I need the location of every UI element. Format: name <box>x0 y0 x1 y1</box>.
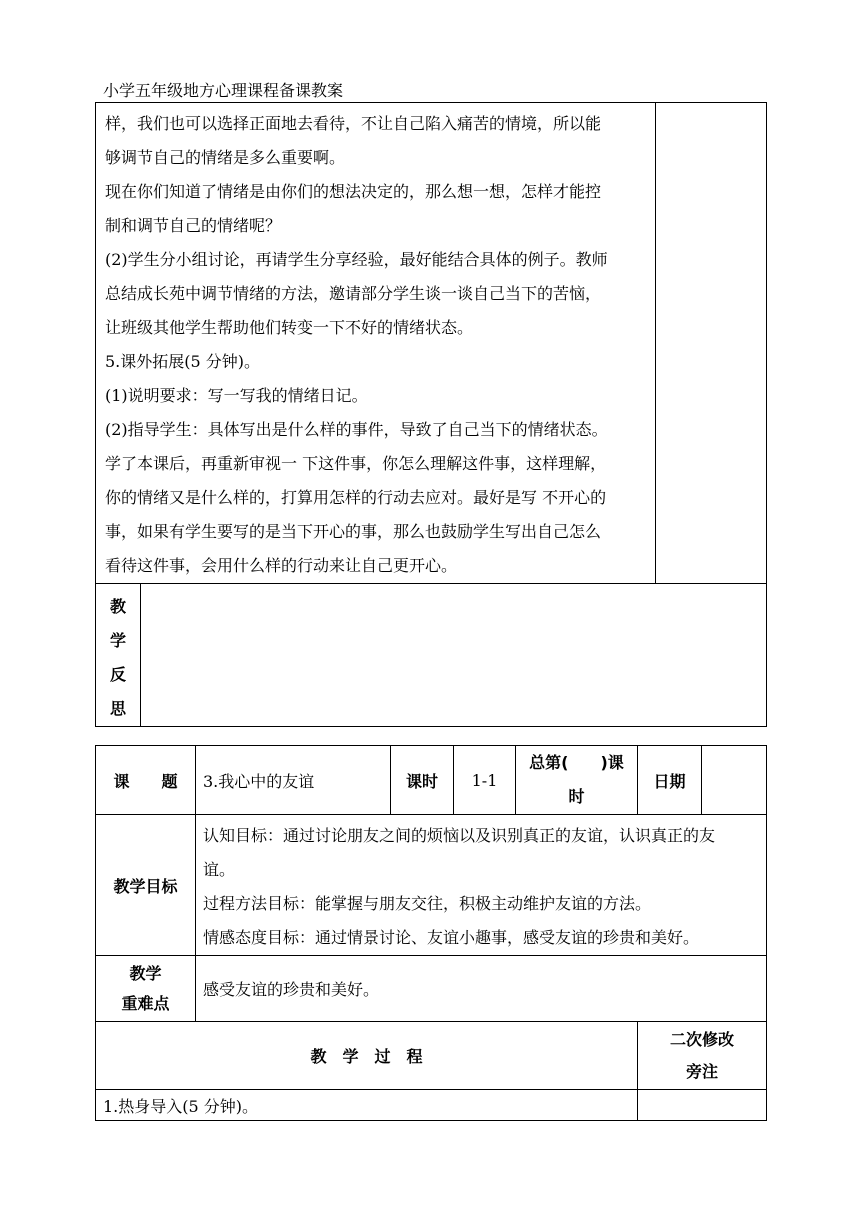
paragraph-line: 样，我们也可以选择正面地去看待，不让自己陷入痛苦的情境，所以能 <box>105 114 602 133</box>
paragraph-line: 制和调节自己的情绪呢？ <box>105 216 282 235</box>
reflection-label: 教 学 反 思 <box>96 584 141 727</box>
paragraph-line: 事，如果有学生要写的是当下开心的事，那么也鼓励学生写出自己怎么 <box>105 522 602 541</box>
paragraph-line: (2)指导学生：具体写出是什么样的事件，导致了自己当下的情绪状态。 <box>105 420 608 439</box>
document-header: 小学五年级地方心理课程备课教案 <box>103 81 344 100</box>
date-value <box>702 746 767 815</box>
period-label: 课时 <box>391 746 454 815</box>
lesson-plan-table <box>95 745 767 1121</box>
period-value: 1-1 <box>454 746 516 815</box>
key-points-content: 感受友谊的珍贵和美好。 <box>196 956 767 1022</box>
first-step-notes <box>638 1090 767 1121</box>
reflection-content-cell <box>141 584 767 727</box>
objectives-label: 教学目标 <box>96 815 196 956</box>
previous-lesson-table <box>95 102 767 727</box>
first-step-cell: 1.热身导入(5 分钟)。 <box>96 1090 638 1121</box>
objective-line: 认知目标：通过讨论朋友之间的烦恼以及识别真正的友谊，认识真正的友 <box>203 826 716 845</box>
objectives-content <box>196 815 767 956</box>
total-period-label: 总第( )课 时 <box>516 746 638 815</box>
topic-label: 课 题 <box>96 746 196 815</box>
process-label: 教 学 过 程 <box>96 1022 638 1090</box>
key-points-label: 教学 重难点 <box>96 956 196 1022</box>
paragraph-line: 你的情绪又是什么样的，打算用怎样的行动去应对。最好是写 不开心的 <box>105 488 607 507</box>
paragraph-line: 总结成长苑中调节情绪的方法，邀请部分学生谈一谈自己当下的苦恼， <box>105 284 602 303</box>
paragraph-line: 看待这件事，会用什么样的行动来让自己更开心。 <box>105 556 458 575</box>
objective-line: 谊。 <box>203 860 236 879</box>
objective-line: 过程方法目标：能掌握与朋友交往，积极主动维护友谊的方法。 <box>203 894 652 913</box>
paragraph-line: (2)学生分小组讨论，再请学生分享经验，最好能结合具体的例子。教师 <box>105 250 608 269</box>
objective-line: 情感态度目标：通过情景讨论、友谊小趣事，感受友谊的珍贵和美好。 <box>203 928 700 947</box>
date-label: 日期 <box>638 746 702 815</box>
paragraph-line: (1)说明要求：写一写我的情绪日记。 <box>105 386 368 405</box>
topic-value: 3.我心中的友谊 <box>196 746 391 815</box>
paragraph-line: 让班级其他学生帮助他们转变一下不好的情绪状态。 <box>105 318 474 337</box>
paragraph-line: 学了本课后，再重新审视一 下这件事，你怎么理解这件事，这样理解， <box>105 454 607 473</box>
notes-label: 二次修改 旁注 <box>638 1022 767 1090</box>
paragraph-line: 现在你们知道了情绪是由你们的想法决定的，那么想一想，怎样才能控 <box>105 182 602 201</box>
process-content-cell <box>96 103 656 584</box>
paragraph-line: 5.课外拓展(5 分钟)。 <box>105 352 261 371</box>
notes-cell <box>656 103 767 584</box>
paragraph-line: 够调节自己的情绪是多么重要啊。 <box>105 148 346 167</box>
